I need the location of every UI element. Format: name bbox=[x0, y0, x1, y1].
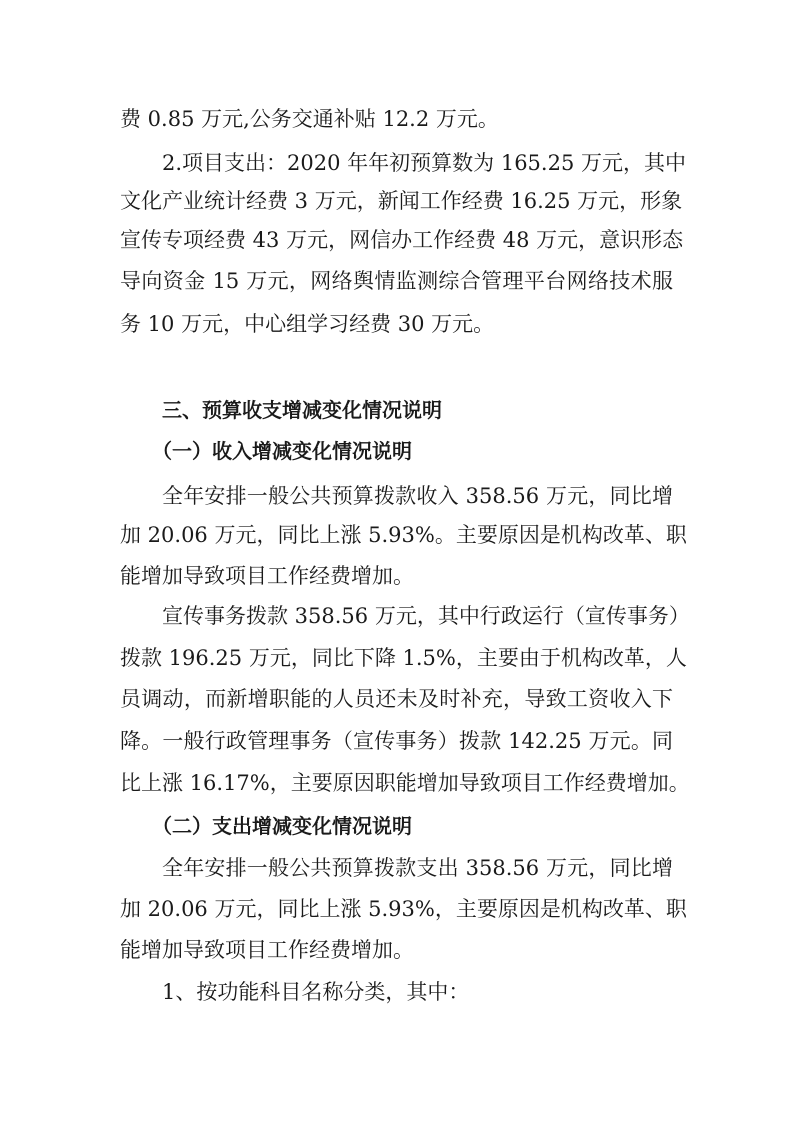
text-line bbox=[120, 684, 673, 714]
line-text: 2.项目支出：2020 年年初预算数为 165.25 万元，其中 bbox=[162, 151, 686, 175]
line-text: 全年安排一般公共预算拨款收入 358.56 万元，同比增 bbox=[162, 484, 673, 508]
line-text: 导向资金 15 万元，网络舆情监测综合管理平台网络技术服 bbox=[120, 269, 673, 293]
line-text: 拨款 196.25 万元，同比下降 1.5%，主要由于机构改革，人 bbox=[120, 646, 687, 670]
line-text: 加 20.06 万元，同比上涨 5.93%。主要原因是机构改革、职 bbox=[120, 523, 687, 547]
text-line bbox=[120, 104, 673, 134]
text-line bbox=[120, 726, 673, 756]
text-line bbox=[120, 561, 673, 591]
line-text: 务 10 万元，中心组学习经费 30 万元。 bbox=[120, 312, 495, 336]
subsection-heading bbox=[152, 436, 412, 466]
line-text: 比上涨 16.17%，主要原因职能增加导致项目工作经费增加。 bbox=[120, 771, 690, 795]
text-line bbox=[162, 481, 673, 511]
text-line bbox=[120, 768, 690, 798]
subsection-heading bbox=[152, 811, 412, 841]
text-line bbox=[120, 935, 673, 965]
text-line bbox=[162, 601, 690, 631]
line-text: 全年安排一般公共预算拨款支出 358.56 万元，同比增 bbox=[162, 856, 673, 880]
line-text: 费 0.85 万元,公务交通补贴 12.2 万元。 bbox=[120, 107, 499, 131]
text-line bbox=[162, 148, 686, 178]
heading-text: （二）支出增减变化情况说明 bbox=[152, 814, 412, 838]
text-line bbox=[120, 225, 684, 255]
line-text: 能增加导致项目工作经费增加。 bbox=[120, 564, 414, 588]
text-line bbox=[120, 309, 673, 339]
line-text: 加 20.06 万元，同比上涨 5.93%，主要原因是机构改革、职 bbox=[120, 897, 687, 921]
line-text: 宣传专项经费 43 万元，网信办工作经费 48 万元，意识形态 bbox=[120, 228, 684, 252]
text-line bbox=[120, 643, 687, 673]
line-text: 能增加导致项目工作经费增加。 bbox=[120, 938, 414, 962]
text-line bbox=[120, 520, 687, 550]
section-heading bbox=[162, 395, 442, 425]
heading-text: （一）收入增减变化情况说明 bbox=[152, 439, 412, 463]
text-line bbox=[120, 266, 673, 296]
line-text: 宣传事务拨款 358.56 万元，其中行政运行（宣传事务） bbox=[162, 604, 690, 628]
line-text: 1、按功能科目名称分类，其中： bbox=[162, 980, 470, 1004]
line-text: 降。一般行政管理事务（宣传事务）拨款 142.25 万元。同 bbox=[120, 729, 673, 753]
heading-text: 三、预算收支增减变化情况说明 bbox=[162, 398, 442, 422]
text-line bbox=[162, 853, 673, 883]
text-line bbox=[120, 894, 687, 924]
text-line bbox=[120, 186, 683, 216]
line-text: 员调动，而新增职能的人员还未及时补充，导致工资收入下 bbox=[120, 687, 673, 711]
text-line bbox=[162, 977, 673, 1007]
line-text: 文化产业统计经费 3 万元，新闻工作经费 16.25 万元，形象 bbox=[120, 189, 683, 213]
